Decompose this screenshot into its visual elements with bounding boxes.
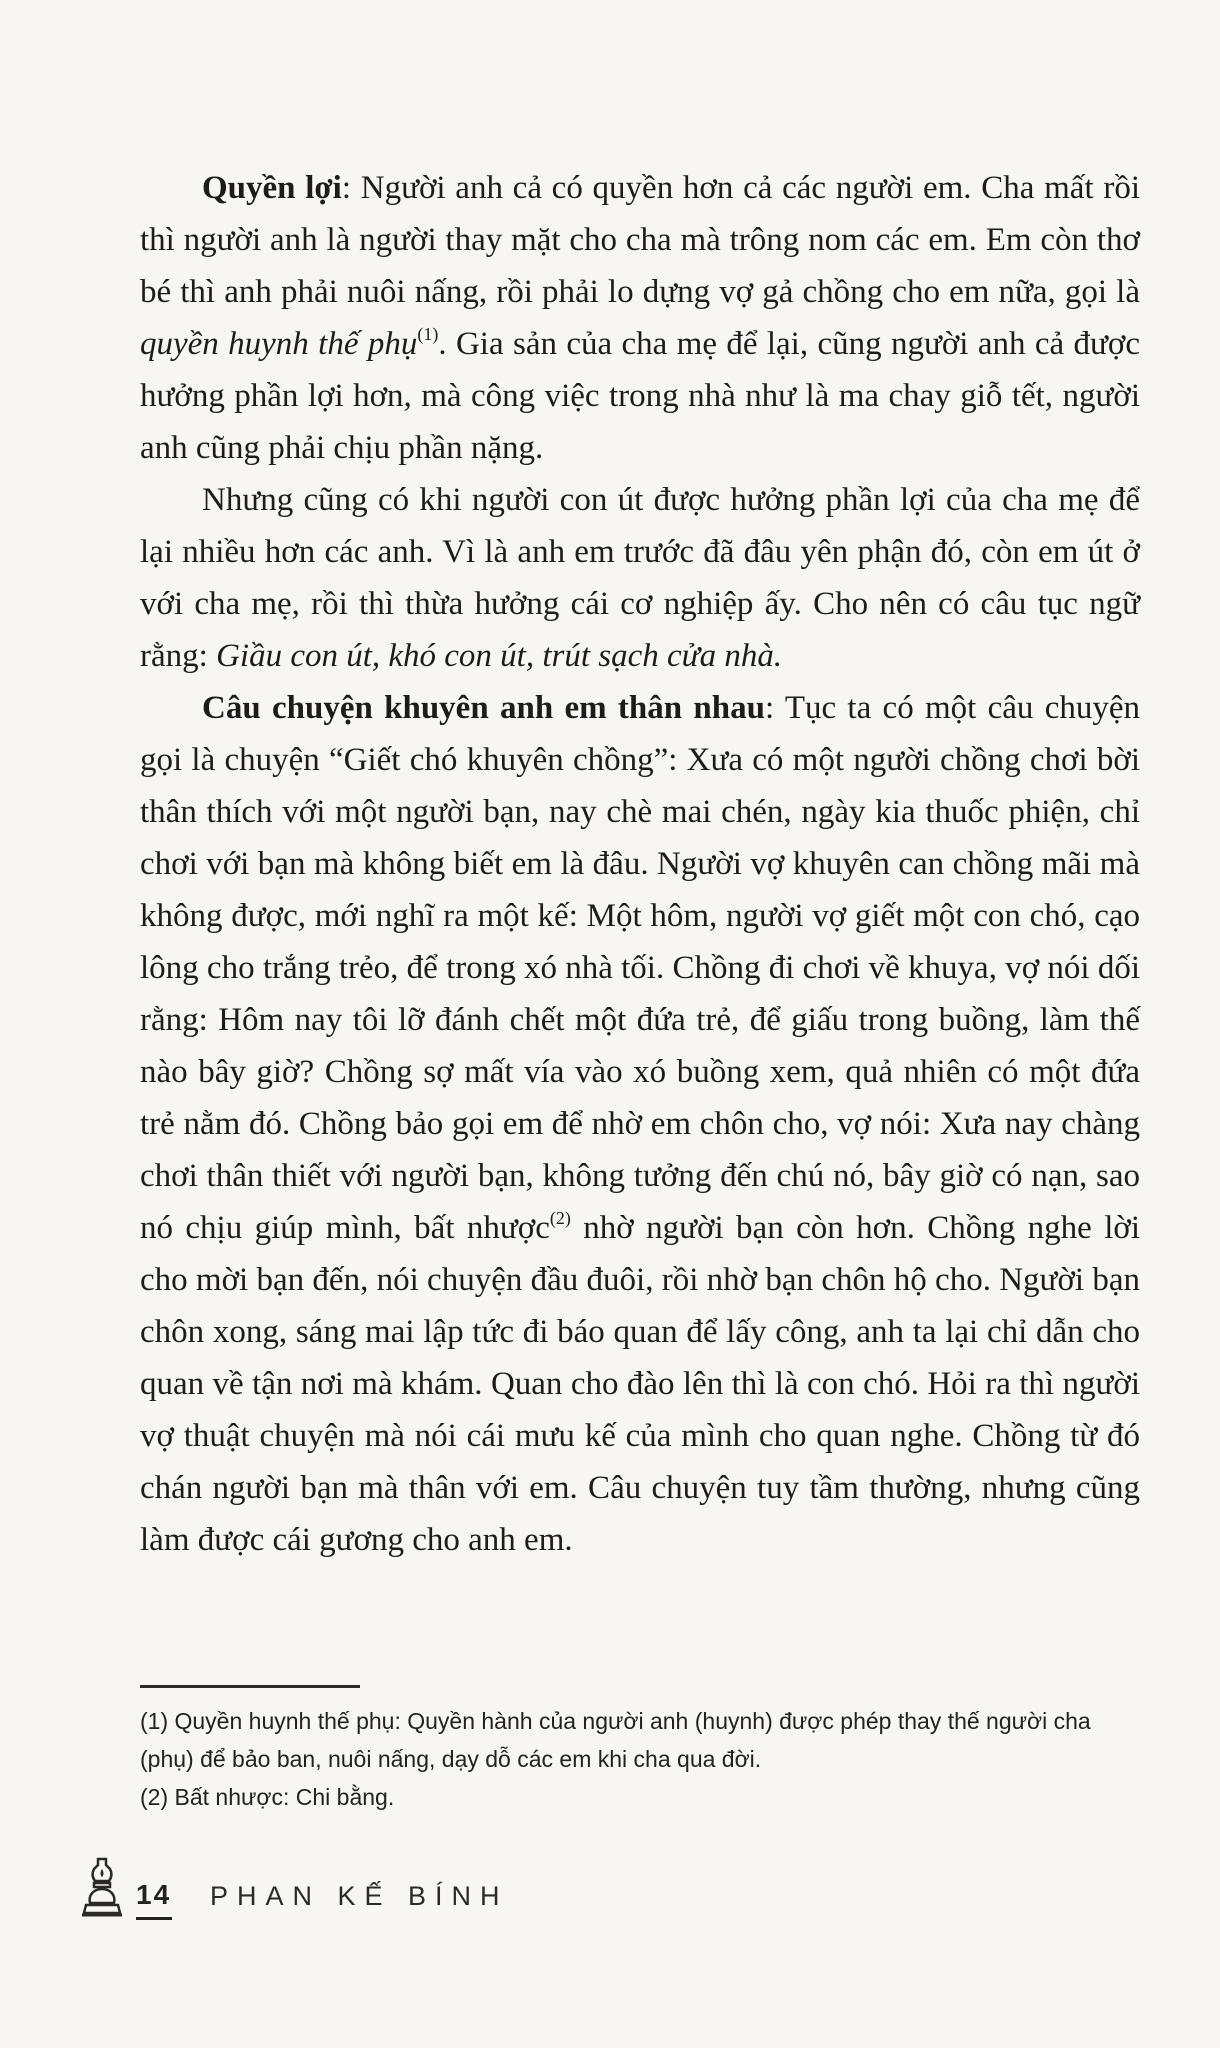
paragraph-text: nhờ người bạn còn hơn. Chồng nghe lời cho mời bạn đến, nói chuyện đầu đuôi, rồi nhờ bạn chôn hộ cho. Người bạn chôn xong, sáng mai lập tức đi báo quan để lấy công, anh ta lại chỉ dẫn cho quan về tận nơi mà khám. Quan cho đào lên thì là con chó. Hỏi ra thì người vợ thuật chuyện mà nói cái mưu kế của mình cho quan nghe. Chồng từ đó chán người bạn mà thân với em. Câu chuyện tuy tầm thường, nhưng cũng làm được cái gương cho anh em.	[140, 1210, 1140, 1558]
footnotes	[140, 1702, 1140, 1816]
paragraph-quyen-loi	[140, 162, 1140, 474]
body-text	[140, 162, 1140, 1566]
footnote-ref: (2)	[549, 1208, 571, 1228]
paragraph-con-ut	[140, 474, 1140, 682]
paragraph-cau-chuyen	[140, 682, 1140, 1566]
paragraph-lead: Quyền lợi	[202, 170, 342, 206]
footnote-2: (2) Bất nhược: Chi bằng.	[140, 1784, 395, 1810]
page-number: 14	[136, 1879, 172, 1910]
running-head: PHAN KẾ BÍNH	[210, 1881, 509, 1911]
paragraph-text: Nhưng cũng có khi người con út được hưởng phần lợi của cha mẹ để lại nhiều hơn các anh. Vì là anh em trước đã đâu yên phận đó, còn em út ở với cha mẹ, rồi thì thừa hưởng cái cơ nghiệp ấy. Cho nên có câu tục ngữ rằng:	[140, 482, 1140, 674]
paragraph-lead: Câu chuyện khuyên anh em thân nhau	[202, 690, 765, 726]
page-footer	[80, 1855, 680, 1935]
paragraph-text: . Gia sản của cha mẹ để lại, cũng người anh cả được hưởng phần lợi hơn, mà công việc trong nhà như là ma chay giỗ tết, người anh cũng phải chịu phần nặng.	[140, 326, 1140, 466]
proverb: Giầu con út, khó con út, trút sạch cửa nhà.	[216, 638, 783, 674]
italic-term: quyền huynh thế phụ	[140, 326, 418, 362]
footnote-1: (1) Quyền huynh thế phụ: Quyền hành của người anh (huynh) được phép thay thế người cha (phụ) để bảo ban, nuôi nấng, dạy dỗ các em khi cha qua đời.	[140, 1708, 1091, 1772]
paragraph-text: : Tục ta có một câu chuyện gọi là chuyện “Giết chó khuyên chồng”: Xưa có một người chồng chơi bời thân thích với một người bạn, nay chè mai chén, ngày kia thuốc phiện, chỉ chơi với bạn mà không biết em là đâu. Người vợ khuyên can chồng mãi mà không được, mới nghĩ ra một kế: Một hôm, người vợ giết một con chó, cạo lông cho trắng trẻo, để trong xó nhà tối. Chồng đi chơi về khuya, vợ nói dối rằng: Hôm nay tôi lỡ đánh chết một đứa trẻ, để giấu trong buồng, làm thế nào bây giờ? Chồng sợ mất vía vào xó buồng xem, quả nhiên có một đứa trẻ nằm đó. Chồng bảo gọi em để nhờ em chôn cho, vợ nói: Xưa nay chàng chơi thân thiết với người bạn, không tưởng đến chú nó, bây giờ có nạn, sao nó chịu giúp mình, bất nhược	[140, 690, 1140, 1246]
paragraph-text: : Người anh cả có quyền hơn cả các người em. Cha mất rồi thì người anh là người thay mặt cho cha mà trông nom các em. Em còn thơ bé thì anh phải nuôi nấng, rồi phải lo dựng vợ gả chồng cho em nữa, gọi là	[140, 170, 1140, 310]
footnote-divider	[140, 1685, 360, 1688]
page-number-underline	[136, 1917, 172, 1920]
oil-lamp-icon	[80, 1855, 124, 1925]
footnote-ref: (1)	[417, 324, 439, 344]
